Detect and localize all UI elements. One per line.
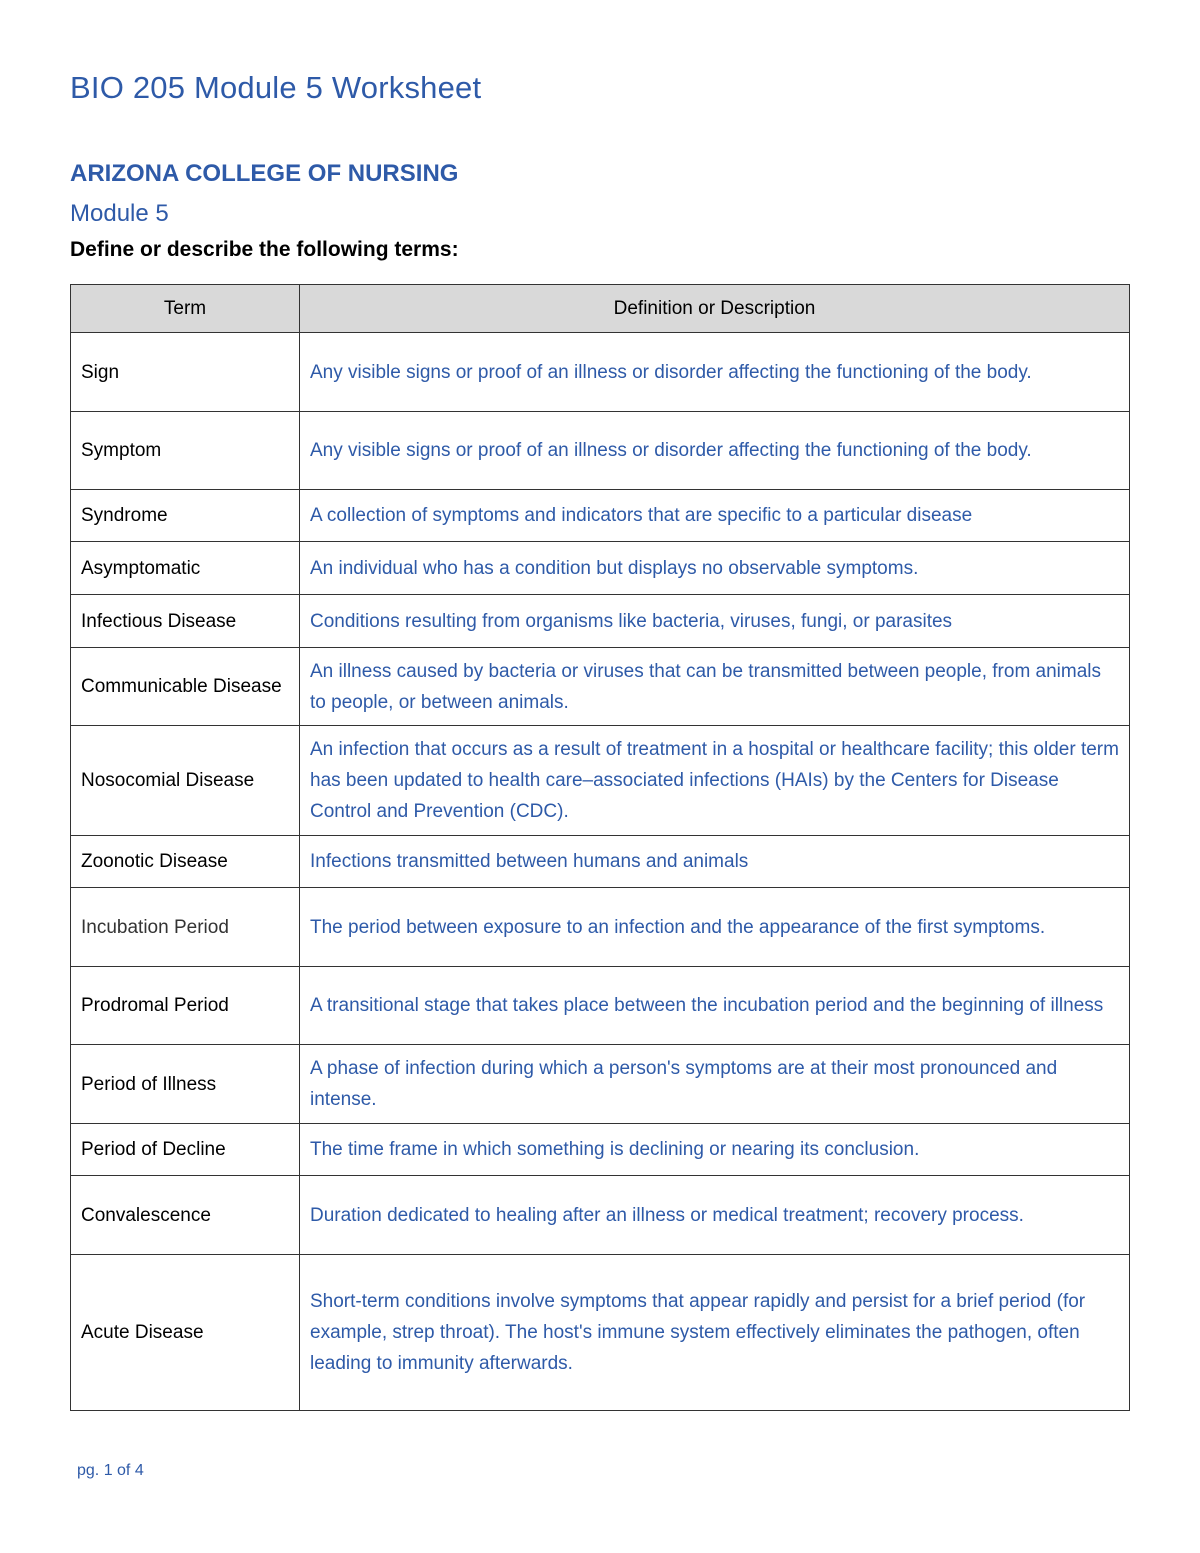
page-number: pg. 1 of 4	[77, 1462, 144, 1479]
term-cell: Incubation Period	[71, 888, 300, 967]
term-cell: Period of Illness	[71, 1045, 300, 1124]
term-cell: Acute Disease	[71, 1255, 300, 1411]
term-cell: Symptom	[71, 412, 300, 490]
terms-table	[70, 284, 1130, 1411]
definition-cell: An illness caused by bacteria or viruses that can be transmitted between people, from animals to people, or between animals.	[300, 648, 1130, 726]
term-cell: Convalescence	[71, 1176, 300, 1255]
table-row	[71, 542, 1130, 595]
term-cell: Asymptomatic	[71, 542, 300, 595]
term-cell: Communicable Disease	[71, 648, 300, 726]
term-cell: Sign	[71, 333, 300, 412]
definition-cell: Conditions resulting from organisms like bacteria, viruses, fungi, or parasites	[300, 595, 1130, 648]
term-cell: Infectious Disease	[71, 595, 300, 648]
definition-cell: The period between exposure to an infection and the appearance of the first symptoms.	[300, 888, 1130, 967]
definition-cell: An infection that occurs as a result of treatment in a hospital or healthcare facility; this older term has been updated to health care–associated infections (HAIs) by the Centers for Disease Control and Prevention (CDC).	[300, 726, 1130, 836]
table-row	[71, 726, 1130, 836]
table-row	[71, 836, 1130, 888]
table-row	[71, 1045, 1130, 1124]
table-row	[71, 1176, 1130, 1255]
document-title: BIO 205 Module 5 Worksheet	[70, 70, 482, 105]
definition-cell: A phase of infection during which a person's symptoms are at their most pronounced and intense.	[300, 1045, 1130, 1124]
table-row	[71, 648, 1130, 726]
definition-cell: A transitional stage that takes place between the incubation period and the beginning of illness	[300, 967, 1130, 1045]
definition-cell: Any visible signs or proof of an illness or disorder affecting the functioning of the body.	[300, 412, 1130, 490]
term-cell: Zoonotic Disease	[71, 836, 300, 888]
definition-cell: Infections transmitted between humans and animals	[300, 836, 1130, 888]
term-cell: Nosocomial Disease	[71, 726, 300, 836]
column-header-term: Term	[71, 285, 300, 333]
definition-cell: Any visible signs or proof of an illness or disorder affecting the functioning of the body.	[300, 333, 1130, 412]
table-row	[71, 412, 1130, 490]
table-row	[71, 333, 1130, 412]
instruction-text: Define or describe the following terms:	[70, 238, 459, 261]
definition-cell: The time frame in which something is declining or nearing its conclusion.	[300, 1124, 1130, 1176]
table-row	[71, 1255, 1130, 1411]
module-heading: Module 5	[70, 200, 169, 227]
table-header-row	[71, 285, 1130, 333]
table-row	[71, 967, 1130, 1045]
table-row	[71, 888, 1130, 967]
definition-cell: A collection of symptoms and indicators that are specific to a particular disease	[300, 490, 1130, 542]
definition-cell: Duration dedicated to healing after an illness or medical treatment; recovery process.	[300, 1176, 1130, 1255]
table-row	[71, 595, 1130, 648]
table-row	[71, 1124, 1130, 1176]
table-row	[71, 490, 1130, 542]
term-cell: Prodromal Period	[71, 967, 300, 1045]
term-cell: Syndrome	[71, 490, 300, 542]
definition-cell: An individual who has a condition but displays no observable symptoms.	[300, 542, 1130, 595]
term-cell: Period of Decline	[71, 1124, 300, 1176]
column-header-definition: Definition or Description	[300, 285, 1130, 333]
college-name: ARIZONA COLLEGE OF NURSING	[70, 160, 459, 187]
definition-cell: Short-term conditions involve symptoms that appear rapidly and persist for a brief period (for example, strep throat). The host's immune system effectively eliminates the pathogen, often leading to immunity afterwards.	[300, 1255, 1130, 1411]
